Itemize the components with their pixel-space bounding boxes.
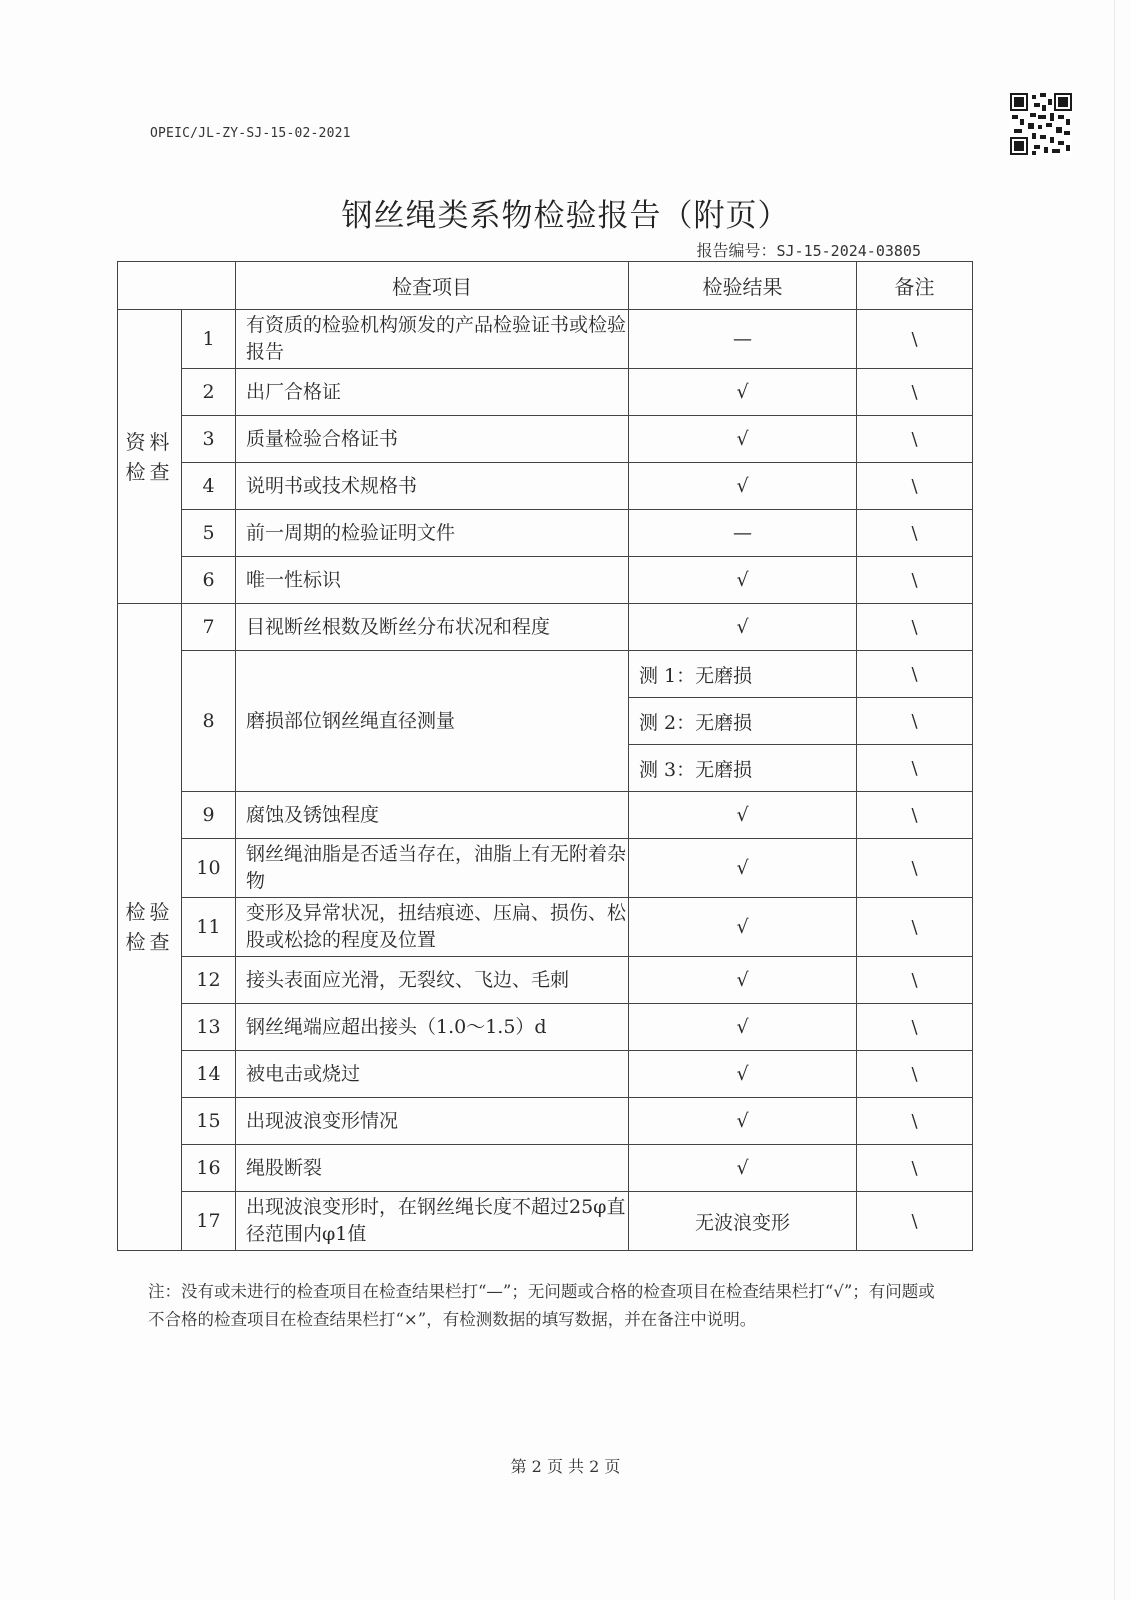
report-number-label: 报告编号：	[696, 241, 777, 260]
table-row	[118, 463, 973, 510]
table-row	[118, 957, 973, 1004]
table-row	[118, 1051, 973, 1098]
row-result: √	[629, 1098, 857, 1145]
row-number: 1	[182, 310, 236, 369]
row-number: 7	[182, 604, 236, 651]
footnote: 注：没有或未进行的检查项目在检查结果栏打“—”；无问题或合格的检查项目在检查结果栏打“√”；有问题或不合格的检查项目在检查结果栏打“×”，有检测数据的填写数据，并在备注中说明。	[148, 1282, 935, 1329]
row-note: \	[857, 310, 973, 369]
table-row	[118, 604, 973, 651]
table-row	[118, 416, 973, 463]
table-row	[118, 1145, 973, 1192]
row-item: 腐蚀及锈蚀程度	[236, 792, 629, 839]
row-note: \	[857, 604, 973, 651]
row-note: \	[857, 369, 973, 416]
measure-cell-2	[629, 698, 857, 745]
qr-code-icon	[1010, 93, 1072, 155]
row-item: 唯一性标识	[236, 557, 629, 604]
row-result: √	[629, 557, 857, 604]
row-note: \	[857, 1004, 973, 1051]
scan-edge-line	[1114, 0, 1115, 1600]
report-number	[696, 238, 921, 261]
row-number: 5	[182, 510, 236, 557]
row-result: √	[629, 1004, 857, 1051]
header-blank	[118, 262, 236, 310]
row-result: √	[629, 416, 857, 463]
row-item: 出厂合格证	[236, 369, 629, 416]
header-note: 备注	[857, 262, 973, 310]
row-number: 14	[182, 1051, 236, 1098]
row-note: \	[857, 510, 973, 557]
row-item: 质量检验合格证书	[236, 416, 629, 463]
row-result: √	[629, 1145, 857, 1192]
row-item: 被电击或烧过	[236, 1051, 629, 1098]
row-item: 变形及异常状况，扭结痕迹、压扁、损伤、松股或松捻的程度及位置	[236, 898, 629, 957]
row-number: 15	[182, 1098, 236, 1145]
table-row	[118, 651, 973, 698]
table-row	[118, 1004, 973, 1051]
row-note: \	[857, 557, 973, 604]
row-number: 13	[182, 1004, 236, 1051]
row-note: \	[857, 1145, 973, 1192]
row-item: 有资质的检验机构颁发的产品检验证书或检验报告	[236, 310, 629, 369]
row-result: √	[629, 898, 857, 957]
row-number: 11	[182, 898, 236, 957]
row-number: 10	[182, 839, 236, 898]
row-note: \	[857, 651, 973, 698]
row-number: 6	[182, 557, 236, 604]
measure-label: 测 2：	[639, 711, 696, 734]
row-number: 8	[182, 651, 236, 792]
row-result: √	[629, 957, 857, 1004]
header-item: 检查项目	[236, 262, 629, 310]
row-result: —	[629, 310, 857, 369]
row-item: 磨损部位钢丝绳直径测量	[236, 651, 629, 792]
row-number: 12	[182, 957, 236, 1004]
row-note: \	[857, 792, 973, 839]
row-item: 绳股断裂	[236, 1145, 629, 1192]
table-row	[118, 310, 973, 369]
report-title: 钢丝绳类系物检验报告（附页）	[341, 198, 790, 234]
row-result: √	[629, 604, 857, 651]
row-number: 3	[182, 416, 236, 463]
row-note: \	[857, 463, 973, 510]
row-item: 钢丝绳端应超出接头（1.0～1.5）d	[236, 1004, 629, 1051]
row-item: 目视断丝根数及断丝分布状况和程度	[236, 604, 629, 651]
row-result: √	[629, 463, 857, 510]
row-note: \	[857, 839, 973, 898]
row-note: \	[857, 698, 973, 745]
table-row	[118, 1192, 973, 1251]
row-note: \	[857, 1192, 973, 1251]
row-result: 无波浪变形	[629, 1192, 857, 1251]
table-row	[118, 792, 973, 839]
table-row	[118, 557, 973, 604]
row-number: 4	[182, 463, 236, 510]
row-number: 17	[182, 1192, 236, 1251]
row-note: \	[857, 957, 973, 1004]
report-number-value: SJ-15-2024-03805	[776, 242, 921, 260]
row-note: \	[857, 745, 973, 792]
table-row	[118, 839, 973, 898]
header-result: 检验结果	[629, 262, 857, 310]
measure-value: 无磨损	[695, 711, 753, 734]
row-item: 接头表面应光滑，无裂纹、飞边、毛刺	[236, 957, 629, 1004]
row-note: \	[857, 416, 973, 463]
table-header-row	[118, 262, 973, 310]
row-item: 出现波浪变形情况	[236, 1098, 629, 1145]
row-number: 9	[182, 792, 236, 839]
inspection-table	[117, 261, 973, 1251]
row-result: √	[629, 369, 857, 416]
table-row	[118, 1098, 973, 1145]
row-note: \	[857, 1051, 973, 1098]
row-item: 说明书或技术规格书	[236, 463, 629, 510]
row-item: 钢丝绳油脂是否适当存在，油脂上有无附着杂物	[236, 839, 629, 898]
measure-cell-1	[629, 651, 857, 698]
row-number: 16	[182, 1145, 236, 1192]
row-item: 前一周期的检验证明文件	[236, 510, 629, 557]
document-code: OPEIC/JL-ZY-SJ-15-02-2021	[150, 126, 351, 141]
table-row	[118, 510, 973, 557]
row-result: —	[629, 510, 857, 557]
row-result: √	[629, 1051, 857, 1098]
row-note: \	[857, 898, 973, 957]
row-result: √	[629, 792, 857, 839]
row-number: 2	[182, 369, 236, 416]
measure-value: 无磨损	[695, 664, 753, 687]
measure-cell-3	[629, 745, 857, 792]
measure-label: 测 3：	[639, 758, 696, 781]
table-row	[118, 369, 973, 416]
table-row	[118, 898, 973, 957]
row-note: \	[857, 1098, 973, 1145]
page-number: 第 2 页 共 2 页	[510, 1457, 621, 1476]
measure-value: 无磨损	[695, 758, 753, 781]
category-document-check: 资料检查	[118, 310, 182, 604]
category-inspection-check: 检验检查	[118, 604, 182, 1251]
row-result: √	[629, 839, 857, 898]
measure-label: 测 1：	[639, 664, 696, 687]
row-item: 出现波浪变形时，在钢丝绳长度不超过25φ直径范围内φ1值	[236, 1192, 629, 1251]
